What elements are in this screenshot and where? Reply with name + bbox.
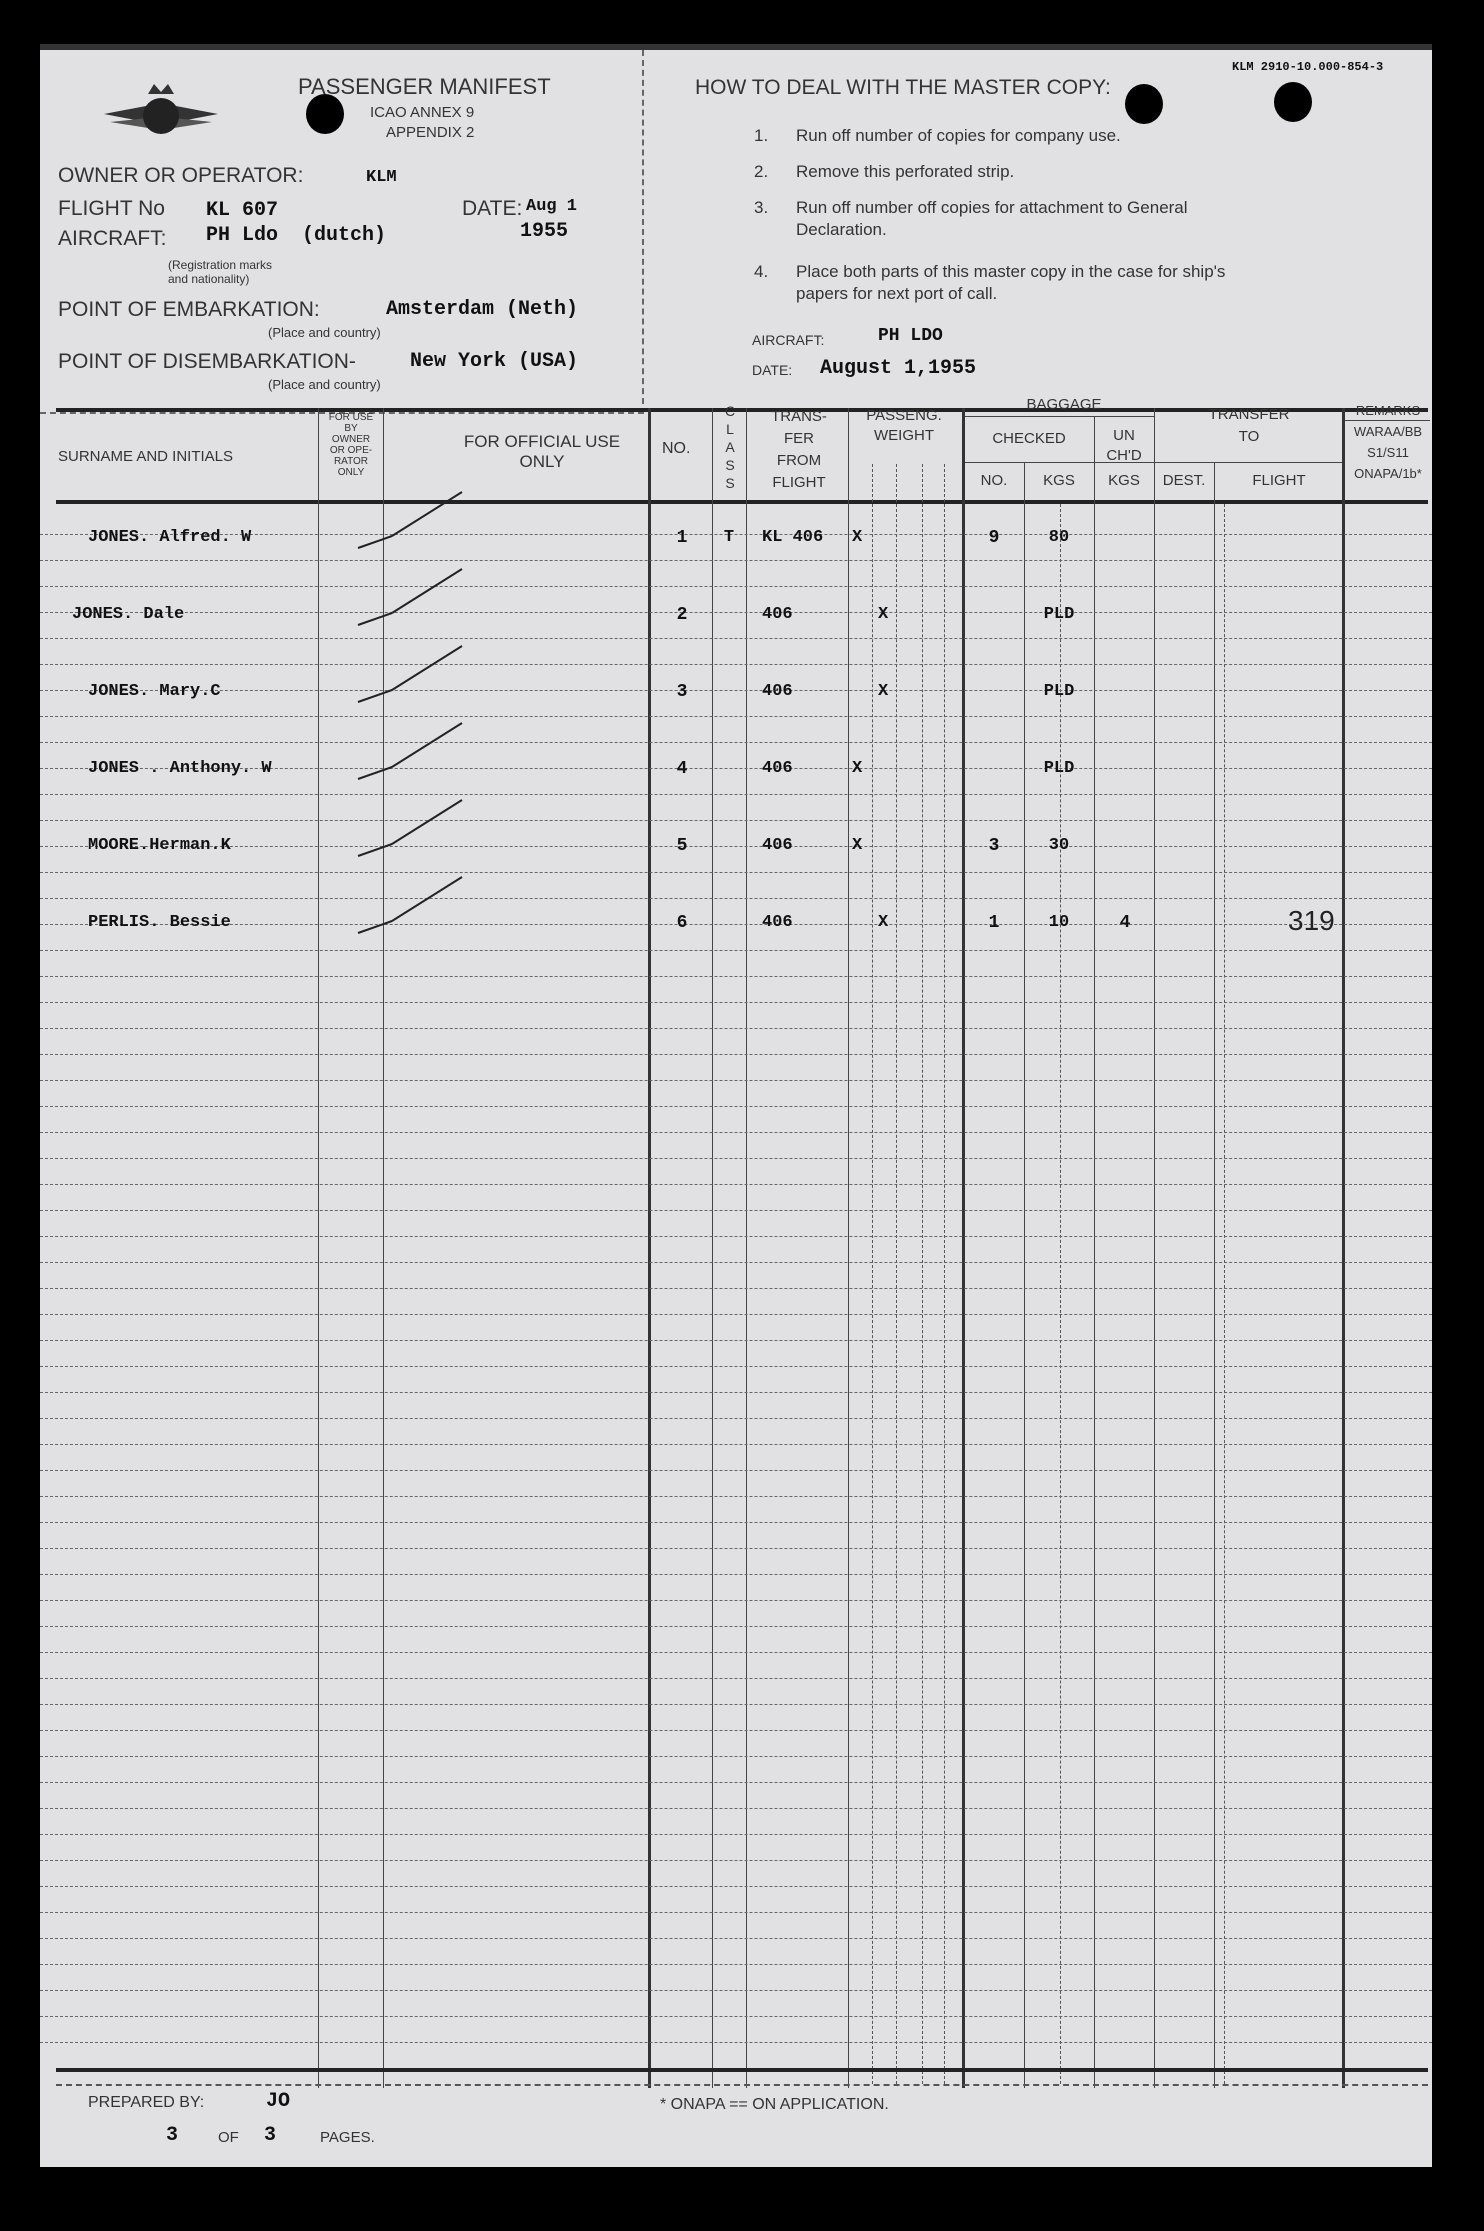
header-label-line: S1/S11 bbox=[1367, 445, 1409, 460]
col-dest: DEST. bbox=[1162, 472, 1206, 489]
header-label-line: ONLY bbox=[519, 452, 565, 471]
header-label-line: S bbox=[725, 475, 735, 491]
col-remarks bbox=[1344, 400, 1432, 484]
header-label-line: REMARKS bbox=[1355, 403, 1421, 418]
owner-label: OWNER OR OPERATOR: bbox=[58, 164, 304, 187]
row-rule bbox=[40, 820, 1432, 821]
passenger-name: JONES. Dale bbox=[72, 605, 185, 624]
transfer-from-flight: 406 bbox=[762, 682, 793, 701]
baggage-weight: 10 bbox=[1048, 913, 1070, 932]
row-rule bbox=[40, 1080, 1432, 1081]
baggage-weight: PLD bbox=[1043, 682, 1075, 701]
right-aircraft-label: AIRCRAFT: bbox=[752, 332, 825, 348]
row-rule bbox=[40, 1886, 1432, 1887]
aircraft-value: PH Ldo (dutch) bbox=[206, 224, 387, 247]
row-rule bbox=[40, 1990, 1432, 1991]
instruction-number: 3. bbox=[754, 198, 769, 217]
disembark-value: New York (USA) bbox=[410, 350, 579, 373]
instruction-text: Place both parts of this master copy in the case for ship's bbox=[796, 262, 1226, 281]
row-rule bbox=[40, 1704, 1432, 1705]
col-unchd-kgs: KGS bbox=[1108, 472, 1140, 489]
header-label-line: FLIGHT bbox=[772, 474, 826, 491]
passenger-number: 5 bbox=[676, 836, 688, 856]
page-number: 3 bbox=[166, 2124, 179, 2147]
passenger-name: JONES. Alfred. W bbox=[88, 528, 252, 547]
row-rule bbox=[40, 1314, 1432, 1315]
row-rule bbox=[40, 1392, 1432, 1393]
passenger-number: 6 bbox=[676, 913, 688, 933]
header-label-line: L bbox=[726, 421, 734, 437]
row-rule bbox=[40, 1470, 1432, 1471]
baggage-weight: 80 bbox=[1048, 528, 1070, 547]
flight-label: FLIGHT No bbox=[58, 197, 165, 220]
aircraft-label: AIRCRAFT: bbox=[58, 227, 167, 250]
row-rule bbox=[40, 1782, 1432, 1783]
col-line bbox=[1154, 408, 1155, 2088]
footnote: * ONAPA == ON APPLICATION. bbox=[660, 2096, 889, 2113]
weight-mark: X bbox=[878, 913, 889, 932]
instruction-text: Run off number of copies for company use. bbox=[796, 126, 1121, 145]
col-line bbox=[318, 408, 319, 2088]
passenger-name: JONES. Mary.C bbox=[88, 682, 221, 701]
col-transfer-from bbox=[754, 406, 844, 494]
row-rule bbox=[40, 1964, 1432, 1965]
passenger-number: 1 bbox=[676, 528, 688, 548]
check-mark-icon bbox=[352, 640, 472, 710]
row-rule bbox=[40, 1210, 1432, 1211]
right-date-label: DATE: bbox=[752, 362, 793, 378]
instruction-number: 1. bbox=[754, 126, 769, 145]
header-label-line: ONLY bbox=[337, 467, 365, 478]
year-value: 1955 bbox=[520, 220, 569, 243]
remarks-rule bbox=[1344, 420, 1430, 421]
instruction-number: 2. bbox=[754, 162, 769, 181]
instruction-text: Declaration. bbox=[796, 220, 887, 239]
row-rule bbox=[40, 1600, 1432, 1601]
header-label-line: ONAPA/1b* bbox=[1354, 466, 1422, 481]
transfer-rule bbox=[1154, 462, 1344, 463]
header-label-line: BY bbox=[344, 423, 358, 434]
icao-annex: ICAO ANNEX 9 bbox=[370, 104, 475, 121]
row-rule bbox=[40, 872, 1432, 873]
weight-mark: X bbox=[852, 759, 863, 778]
col-transfer-to bbox=[1154, 404, 1344, 448]
punch-hole bbox=[1125, 84, 1163, 124]
embark-value: Amsterdam (Neth) bbox=[386, 298, 579, 321]
col-owner-use bbox=[321, 412, 381, 478]
col-unchecked bbox=[1094, 426, 1154, 466]
form-code: KLM 2910-10.000-854-3 bbox=[1232, 60, 1384, 74]
instruction-text: Run off number off copies for attachment to General bbox=[796, 198, 1188, 217]
pages-label: PAGES. bbox=[320, 2129, 375, 2146]
col-no: NO. bbox=[662, 440, 691, 457]
prepared-value: JO bbox=[266, 2090, 291, 2113]
unchecked-weight: 4 bbox=[1119, 913, 1131, 933]
row-rule bbox=[40, 1730, 1432, 1731]
row-rule bbox=[40, 1912, 1432, 1913]
header-label-line: S bbox=[725, 457, 735, 473]
row-rule bbox=[40, 1808, 1432, 1809]
row-rule bbox=[40, 1756, 1432, 1757]
punch-hole bbox=[1274, 82, 1312, 122]
of-label: OF bbox=[218, 2129, 239, 2146]
owner-value: KLM bbox=[366, 168, 397, 187]
row-rule bbox=[40, 1496, 1432, 1497]
col-line bbox=[648, 408, 651, 2088]
transfer-from-flight: 406 bbox=[762, 836, 793, 855]
manifest-sheet bbox=[40, 44, 1432, 2167]
header-label-line: TRANSFER bbox=[1208, 406, 1290, 423]
instruction-text: papers for next port of call. bbox=[796, 284, 998, 303]
row-rule bbox=[40, 1860, 1432, 1861]
col-line bbox=[848, 408, 849, 2088]
header-label-line: TRANS- bbox=[771, 408, 827, 425]
passenger-number: 3 bbox=[676, 682, 688, 702]
header-label-line: OR OPE- bbox=[329, 445, 373, 456]
col-bag-kgs: KGS bbox=[1043, 472, 1075, 489]
col-bag-no: NO. bbox=[980, 472, 1008, 489]
row-rule bbox=[40, 1340, 1432, 1341]
right-aircraft-value: PH LDO bbox=[878, 326, 943, 346]
header-label-line: CH'D bbox=[1106, 447, 1142, 464]
row-rule bbox=[40, 1444, 1432, 1445]
row-rule bbox=[40, 1418, 1432, 1419]
passenger-name: MOORE.Herman.K bbox=[88, 836, 231, 855]
header-label-line: TO bbox=[1238, 428, 1260, 445]
col-line bbox=[1094, 416, 1095, 2088]
row-rule bbox=[40, 976, 1432, 977]
row-rule bbox=[40, 1522, 1432, 1523]
header-label-line: C bbox=[724, 403, 736, 419]
row-rule bbox=[40, 2016, 1432, 2017]
table-row bbox=[40, 670, 1432, 710]
row-rule bbox=[40, 1262, 1432, 1263]
row-rule bbox=[40, 1938, 1432, 1939]
row-rule bbox=[40, 1106, 1432, 1107]
row-rule bbox=[40, 898, 1432, 899]
transfer-from-flight: KL 406 bbox=[762, 528, 824, 547]
col-checked: CHECKED bbox=[992, 430, 1066, 447]
row-rule bbox=[40, 1548, 1432, 1549]
weight-mark: X bbox=[852, 528, 863, 547]
baggage-weight: PLD bbox=[1043, 759, 1075, 778]
row-rule bbox=[40, 1288, 1432, 1289]
manifest-title: PASSENGER MANIFEST bbox=[298, 74, 551, 99]
row-rule bbox=[40, 794, 1432, 795]
baggage-weight: 30 bbox=[1048, 836, 1070, 855]
transfer-subcol bbox=[1060, 504, 1061, 2084]
row-rule bbox=[40, 1054, 1432, 1055]
row-rule bbox=[40, 560, 1432, 561]
passenger-number: 2 bbox=[676, 605, 688, 625]
row-rule bbox=[40, 664, 1432, 665]
header-label-line: OWNER bbox=[331, 434, 371, 445]
weight-mark: X bbox=[852, 836, 863, 855]
row-rule bbox=[40, 1132, 1432, 1133]
disembark-label: POINT OF DISEMBARKATION- bbox=[58, 350, 356, 373]
col-line bbox=[746, 408, 747, 2088]
check-mark-icon bbox=[352, 717, 472, 787]
transfer-subcol bbox=[1224, 504, 1225, 2084]
table-row bbox=[40, 901, 1432, 941]
col-line bbox=[962, 408, 965, 2088]
row-rule bbox=[40, 742, 1432, 743]
row-rule bbox=[40, 586, 1432, 587]
date-value: Aug 1 bbox=[526, 197, 578, 216]
check-mark-icon bbox=[352, 871, 472, 941]
baggage-count: 9 bbox=[988, 528, 1000, 548]
col-class bbox=[718, 402, 742, 492]
table-row bbox=[40, 824, 1432, 864]
instructions-title: HOW TO DEAL WITH THE MASTER COPY: bbox=[695, 76, 1111, 99]
header-label-line: FOR OFFICIAL USE bbox=[463, 432, 621, 451]
table-row bbox=[40, 747, 1432, 787]
prepared-label: PREPARED BY: bbox=[88, 2094, 205, 2111]
col-surname: SURNAME AND INITIALS bbox=[58, 448, 234, 465]
passenger-class: T bbox=[723, 528, 735, 547]
col-line bbox=[1342, 408, 1345, 2088]
passenger-name: PERLIS. Bessie bbox=[88, 913, 231, 932]
row-rule bbox=[40, 638, 1432, 639]
header-label-line: FOR USE bbox=[328, 412, 374, 423]
col-official-use bbox=[422, 432, 662, 472]
col-line bbox=[712, 408, 713, 2088]
disembark-note: (Place and country) bbox=[268, 377, 381, 392]
check-mark-icon bbox=[352, 563, 472, 633]
transfer-from-flight: 406 bbox=[762, 913, 793, 932]
passenger-name: JONES . Anthony. W bbox=[88, 759, 272, 778]
row-rule bbox=[40, 1652, 1432, 1653]
registration-note: (Registration marks bbox=[168, 258, 273, 272]
registration-note: and nationality) bbox=[168, 272, 250, 286]
footer-rule-2 bbox=[56, 2084, 1428, 2086]
col-passenger-weight bbox=[850, 406, 958, 446]
header-label-line: RATOR bbox=[333, 456, 369, 467]
instruction-text: Remove this perforated strip. bbox=[796, 162, 1015, 181]
weight-mark: X bbox=[878, 605, 889, 624]
table-row bbox=[40, 516, 1432, 556]
remark-handwritten: 319 bbox=[1288, 905, 1335, 936]
row-rule bbox=[40, 1158, 1432, 1159]
subheader-rule bbox=[964, 462, 1154, 463]
row-rule bbox=[40, 1236, 1432, 1237]
row-rule bbox=[40, 1678, 1432, 1679]
col-baggage: BAGGAGE bbox=[1026, 396, 1102, 413]
check-mark-icon bbox=[352, 486, 472, 556]
page-total: 3 bbox=[264, 2124, 277, 2147]
col-flight: FLIGHT bbox=[1252, 472, 1306, 489]
row-rule bbox=[40, 1626, 1432, 1627]
passenger-number: 4 bbox=[676, 759, 688, 779]
row-rule bbox=[40, 716, 1432, 717]
baggage-count: 3 bbox=[988, 836, 1000, 856]
transfer-from-flight: 406 bbox=[762, 605, 793, 624]
row-rule bbox=[40, 2042, 1432, 2043]
check-mark-icon bbox=[352, 794, 472, 864]
appendix: APPENDIX 2 bbox=[386, 124, 475, 141]
row-rule bbox=[40, 1366, 1432, 1367]
row-rule bbox=[40, 1834, 1432, 1835]
transfer-from-flight: 406 bbox=[762, 759, 793, 778]
flight-value: KL 607 bbox=[206, 199, 279, 222]
row-rule bbox=[40, 1002, 1432, 1003]
header-label-line: UN bbox=[1113, 427, 1135, 444]
baggage-rule bbox=[964, 416, 1154, 417]
footer-rule bbox=[56, 2068, 1428, 2072]
right-date-value: August 1,1955 bbox=[820, 357, 977, 380]
instruction-number: 4. bbox=[754, 262, 769, 281]
embark-note: (Place and country) bbox=[268, 325, 381, 340]
date-label: DATE: bbox=[462, 197, 523, 220]
header-label-line: FROM bbox=[776, 452, 822, 469]
header-label-line: WARAA/BB bbox=[1353, 424, 1423, 439]
row-rule bbox=[40, 1574, 1432, 1575]
row-rule bbox=[40, 1028, 1432, 1029]
header-label-line: A bbox=[725, 439, 735, 455]
weight-mark: X bbox=[878, 682, 889, 701]
header-label-line: WEIGHT bbox=[874, 427, 934, 444]
header-box bbox=[40, 50, 644, 414]
table-header-rule bbox=[56, 500, 1428, 504]
row-rule bbox=[40, 1184, 1432, 1185]
header-label-line: FER bbox=[784, 430, 814, 447]
header-label-line: PASSENG. bbox=[866, 407, 942, 424]
table-row bbox=[40, 593, 1432, 633]
embark-label: POINT OF EMBARKATION: bbox=[58, 298, 320, 321]
baggage-weight: PLD bbox=[1043, 605, 1075, 624]
row-rule bbox=[40, 950, 1432, 951]
baggage-count: 1 bbox=[988, 913, 1000, 933]
